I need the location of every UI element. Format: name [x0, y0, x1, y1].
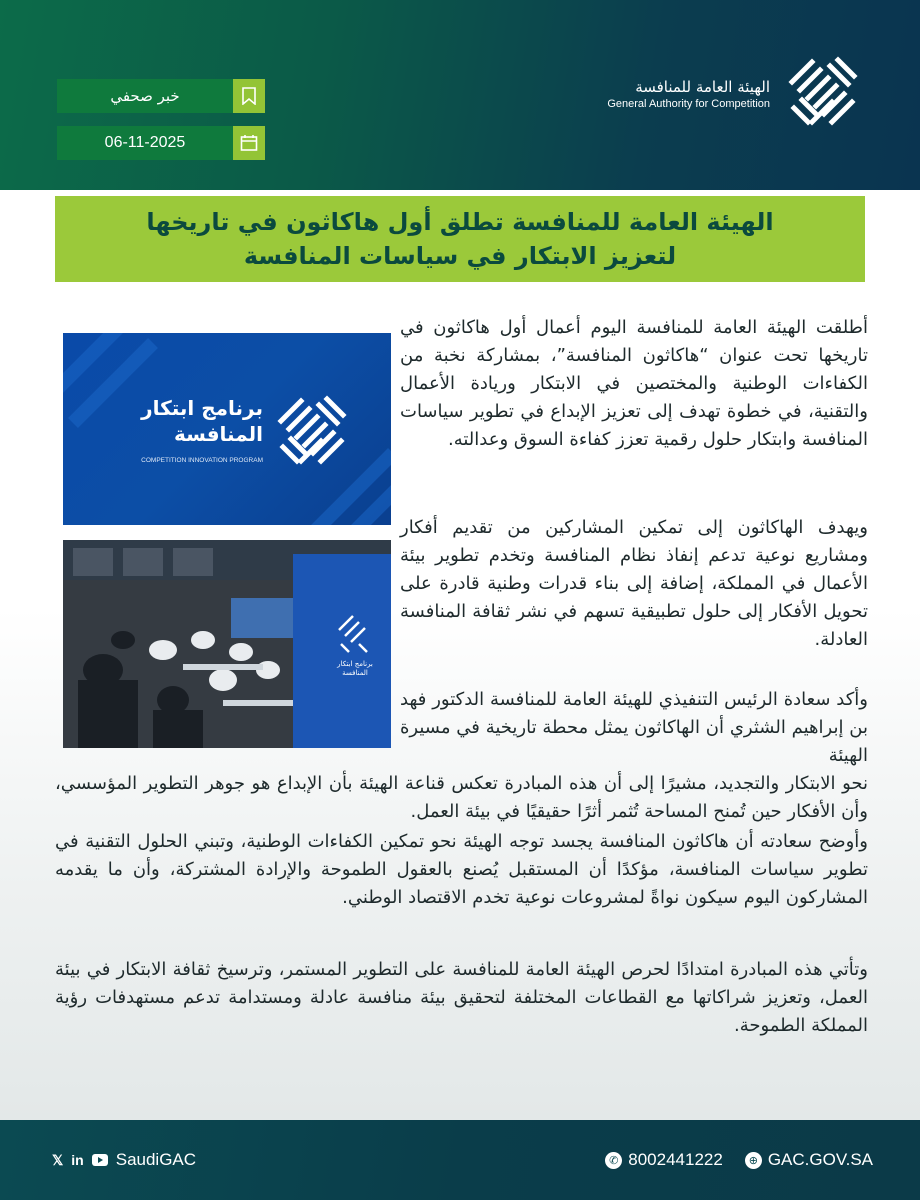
- logo-english-name: General Authority for Competition: [607, 98, 770, 110]
- gac-logo: [552, 52, 862, 132]
- headline-banner: [55, 196, 865, 282]
- program-title-line-1: برنامج ابتكار: [141, 396, 263, 420]
- article-paragraph-3-start: وأكد سعادة الرئيس التنفيذي للهيئة العامة للمنافسة الدكتور فهد بن إبراهيم الشثري أن الهاكاثون يمثل محطة تاريخية في مسيرة الهيئة: [400, 689, 868, 766]
- contact-info: [605, 1150, 873, 1170]
- phone-number[interactable]: 8002441222: [628, 1150, 723, 1169]
- article-paragraph-1: أطلقت الهيئة العامة للمنافسة اليوم أعمال أول هاكاثون في تاريخها تحت عنوان “هاكاثون المنافسة”، بمشاركة نخبة من الكفاءات الوطنية والمختصين في الابتكار وريادة الأعمال والتقنية، في خطوة تهدف إلى تعزيز الإبداع في تطوير سياسات المنافسة وابتكار حلول رقمية تعزز كفاءة السوق وعدالته.: [400, 317, 868, 450]
- article-paragraph-3-end: نحو الابتكار والتجديد، مشيرًا إلى أن هذه المبادرة تعكس قناعة الهيئة بأن الإبداع هو جوهر التطوير المؤسسي، وأن الأفكار حين تُمنح المساحة تُثمر أثرًا حقيقيًا في بيئة العمل.: [55, 773, 868, 822]
- event-scene-icon: [63, 540, 391, 748]
- footer: [0, 1120, 920, 1200]
- program-title-line-2: المنافسة: [173, 422, 263, 446]
- linkedin-icon[interactable]: in: [71, 1152, 84, 1168]
- news-type-label: خبر صحفي: [110, 87, 180, 105]
- article-paragraph-2: ويهدف الهاكاثون إلى تمكين المشاركين من تقديم أفكار ومشاريع نوعية تدعم إنفاذ نظام المنافسة وتخدم تطوير بيئة الأعمال في المملكة، إضافة إلى بناء قدرات وطنية قادرة على تحويل الأفكار إلى حلول تطبيقية تسهم في نشر ثقافة المنافسة العادلة.: [400, 517, 868, 650]
- website-link[interactable]: GAC.GOV.SA: [767, 1150, 873, 1169]
- hackathon-event-photo: [63, 540, 391, 748]
- globe-icon: ⊕: [745, 1152, 762, 1169]
- program-logo-image: [63, 333, 391, 525]
- program-mark-icon: [271, 391, 351, 471]
- youtube-icon[interactable]: [92, 1154, 108, 1166]
- article-paragraph-5: وتأتي هذه المبادرة امتدادًا لحرص الهيئة العامة للمنافسة على التطوير المستمر، وترسيخ ثقافة الابتكار في بيئة العمل، وتعزيز شراكاتها مع القطاعات المختلفة لتحقيق بيئة منافسة عادلة ومستدامة تدعم مستهدفات رؤية المملكة الطموحة.: [55, 959, 868, 1036]
- screen-text-line-2: المنافسة: [342, 669, 368, 677]
- header-band: [0, 0, 920, 190]
- date-tag: [57, 126, 265, 160]
- gac-logo-mark-icon: [782, 52, 862, 132]
- publish-date: 06-11-2025: [104, 134, 186, 151]
- calendar-icon: [233, 126, 265, 160]
- social-handle[interactable]: SaudiGAC: [115, 1150, 197, 1169]
- news-type-tag: [57, 79, 265, 113]
- logo-arabic-name: الهيئة العامة للمنافسة: [635, 78, 770, 96]
- program-title-english: COMPETITION INNOVATION PROGRAM: [141, 457, 263, 464]
- social-links: [52, 1150, 196, 1170]
- phone-icon: ✆: [605, 1152, 622, 1169]
- x-icon[interactable]: 𝕏: [52, 1151, 64, 1168]
- headline-line-1: الهيئة العامة للمنافسة تطلق أول هاكاثون في تاريخها: [146, 208, 774, 236]
- article-paragraph-4: وأوضح سعادته أن هاكاثون المنافسة يجسد توجه الهيئة نحو تمكين الكفاءات الوطنية، وتبني الحلول التقنية في تطوير سياسات المنافسة، مؤكدًا أن المستقبل يُصنع بالعقول الطموحة والإرادة المشتركة، وأن ما يقدمه المشاركون اليوم سيكون نواةً لمشروعات نوعية تخدم الاقتصاد الوطني.: [55, 831, 868, 908]
- screen-text-line-1: برنامج ابتكار: [337, 660, 373, 668]
- bookmark-icon: [233, 79, 265, 113]
- headline-line-2: لتعزيز الابتكار في سياسات المنافسة: [243, 242, 677, 270]
